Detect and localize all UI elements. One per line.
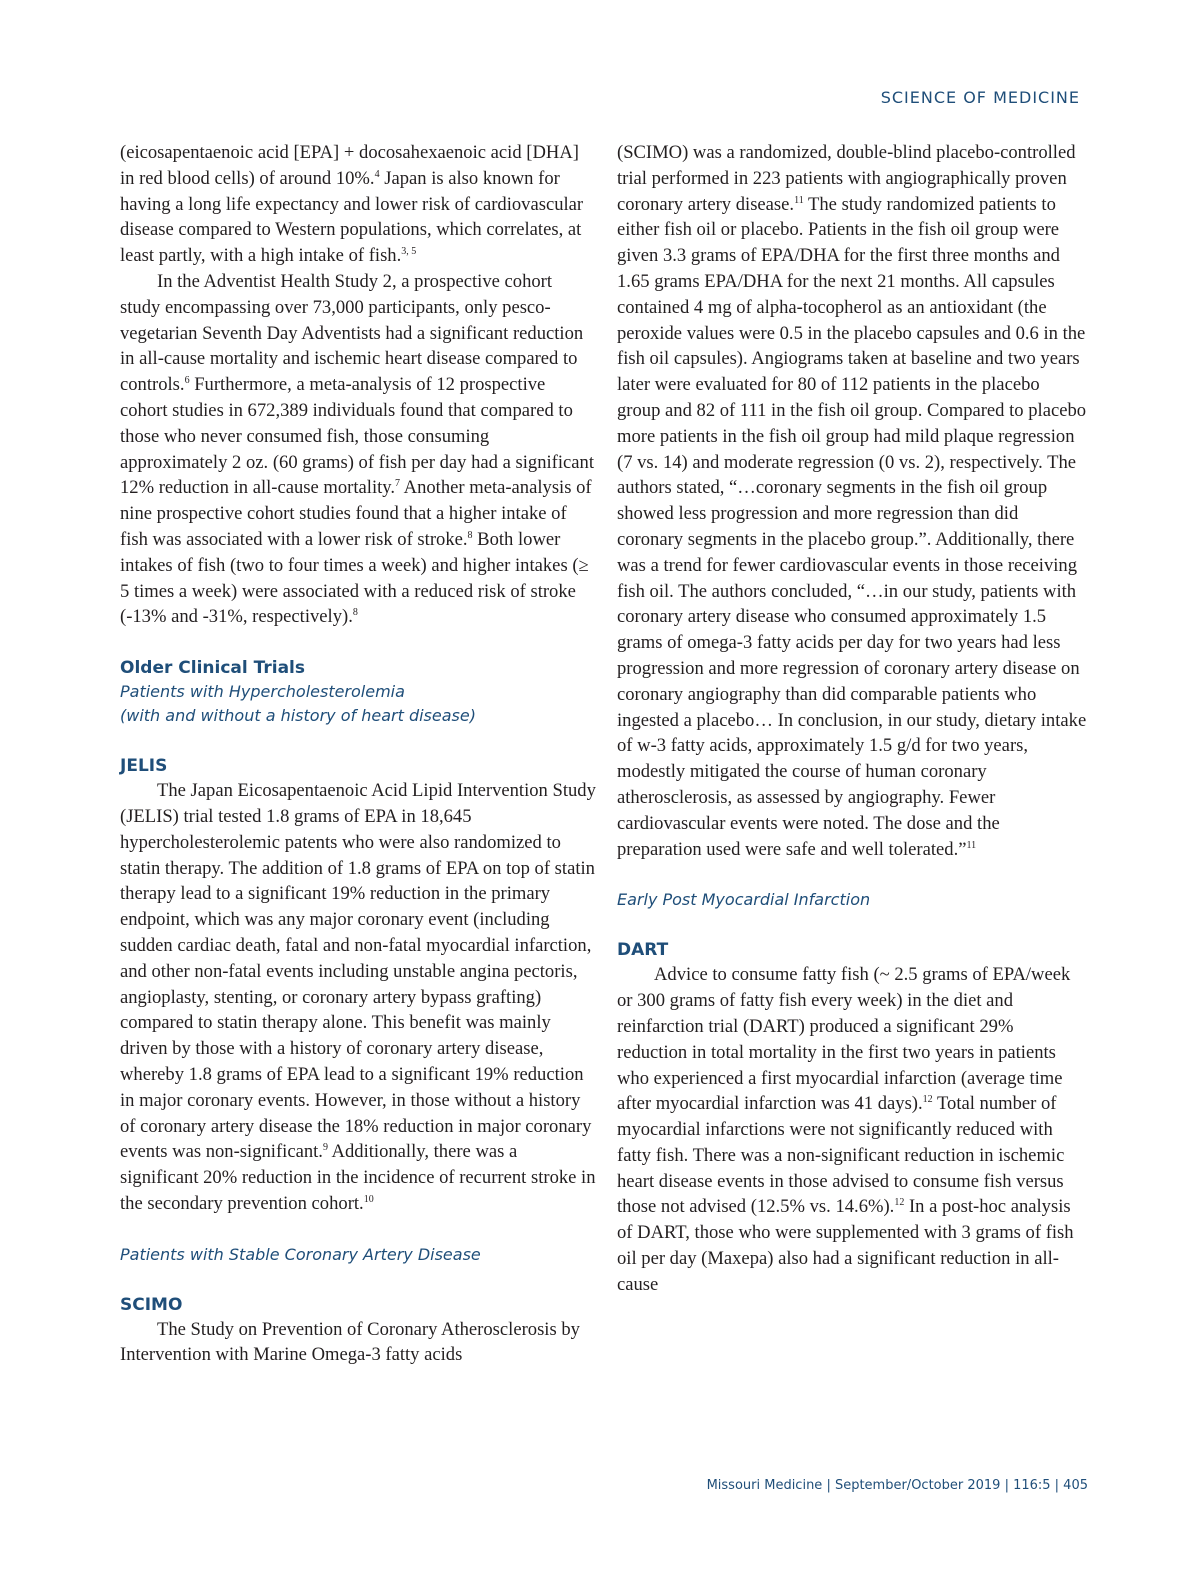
citation: 10 bbox=[363, 1193, 374, 1205]
citation: 8 bbox=[352, 607, 358, 619]
text-span: (SCIMO) was a randomized, double-blind placebo-controlled trial performed in 223 patients with angiographically proven coronary artery disease. bbox=[617, 142, 1076, 215]
citation: 12 bbox=[894, 1197, 905, 1209]
section-heading-older-trials: Older Clinical Trials bbox=[120, 658, 305, 679]
paragraph-jelis bbox=[120, 778, 596, 1217]
text-span: Total number of myocardial infarctions were not significantly reduced with fatty fish. There was a non-significant reduction in ischemic heart disease events in those advised to consume fish versus those not advised (12.5% vs. 14.6%). bbox=[617, 1093, 1065, 1218]
citation: 8 bbox=[467, 529, 473, 541]
citation: 6 bbox=[184, 374, 190, 386]
text-span: Both lower intakes of fish (two to four times a week) and higher intakes (≥ 5 times a week) were associated with a reduced risk of stroke (-13% and -31%, respectively). bbox=[120, 528, 589, 628]
citation: 9 bbox=[322, 1142, 328, 1154]
text-span: Additionally, there was a significant 20% reduction in the incidence of recurrent stroke in the secondary prevention cohort. bbox=[120, 1141, 596, 1214]
section-heading-scimo: SCIMO bbox=[120, 1294, 183, 1315]
paragraph-scimo-continued bbox=[617, 140, 1087, 862]
subheading-stable-cad: Patients with Stable Coronary Artery Disease bbox=[120, 1244, 481, 1264]
paragraph-scimo-start bbox=[120, 1317, 596, 1369]
text-span: (eicosapentaenoic acid [EPA] + docosahexaenoic acid [DHA] in red blood cells) of around 10%. bbox=[120, 142, 579, 189]
text-span: In the Adventist Health Study 2, a prospective cohort study encompassing over 73,000 participants, only pesco-vegetarian Seventh Day Adventists had a significant reduction in all-cause mortality and ischemic heart disease compared to controls. bbox=[120, 270, 584, 396]
citation: 4 bbox=[374, 168, 380, 180]
subheading-early-post-mi: Early Post Myocardial Infarction bbox=[617, 890, 871, 910]
citation: 7 bbox=[395, 478, 401, 490]
left-column bbox=[120, 140, 596, 1368]
paragraph-adventist bbox=[120, 269, 596, 630]
text-span: The Study on Prevention of Coronary Atherosclerosis by Intervention with Marine Omega-3 fatty acids bbox=[120, 1318, 580, 1366]
paragraph-dart bbox=[617, 962, 1087, 1297]
text-span: The Japan Eicosapentaenoic Acid Lipid Intervention Study (JELIS) trial tested 1.8 grams of EPA in 18,645 hypercholesterolemic patents who were also randomized to statin therapy. The addition of 1.8 grams of EPA on top of statin therapy lead to a significant 19% reduction in the primary endpoint, which was any major coronary event (including sudden cardiac death, fatal and non-fatal myocardial infarction, and other non-fatal events including unstable angina pectoris, angioplasty, stenting, or coronary artery bypass grafting) compared to statin therapy alone. This benefit was mainly driven by those with a history of coronary artery disease, whereby 1.8 grams of EPA lead to a significant 19% reduction in major coronary events. However, in those without a history of coronary artery disease the 18% reduction in major coronary events was non-significant. bbox=[120, 780, 596, 1163]
text-span: Another meta-analysis of nine prospective cohort studies found that a higher intake of fish was associated with a lower risk of stroke. bbox=[120, 477, 592, 550]
citation: 3, 5 bbox=[401, 246, 417, 257]
text-span: Furthermore, a meta-analysis of 12 prospective cohort studies in 672,389 individuals found that compared to those who never consumed fish, those consuming approximately 2 oz. (60 grams) of fish per day had a significant 12% reduction in all-cause mortality. bbox=[120, 374, 594, 499]
text-span: In a post-hoc analysis of DART, those who were supplemented with 3 grams of fish oil per day (Maxepa) also had a significant reduction in all-cause bbox=[617, 1196, 1074, 1295]
citation: 12 bbox=[922, 1094, 933, 1106]
section-heading-jelis: JELIS bbox=[120, 756, 168, 777]
right-column bbox=[617, 140, 1087, 1298]
subheading-hypercholesterolemia: Patients with Hypercholesterolemia bbox=[120, 682, 405, 702]
subheading-heart-disease-history: (with and without a history of heart disease) bbox=[120, 706, 476, 726]
page-footer: Missouri Medicine | September/October 2019 | 116:5 | 405 bbox=[706, 1478, 1088, 1493]
section-heading-dart: DART bbox=[617, 940, 669, 961]
text-span: The study randomized patients to either fish oil or placebo. Patients in the fish oil group were given 3.3 grams of EPA/DHA for the first three months and 1.65 grams EPA/DHA for the next 21 months. All capsules contained 4 mg of alpha-tocopherol as an antioxidant (the peroxide values were 0.5 in the placebo capsules and 0.6 in the fish oil capsules). Angiograms taken at baseline and two years later were evaluated for 80 of 112 patients in the placebo group and 82 of 111 in the fish oil group. Compared to placebo more patients in the fish oil group had mild plaque regression (7 vs. 14) and moderate regression (0 vs. 2), respectively. The authors stated, “…coronary segments in the fish oil group showed less progression and more regression than did coronary segments in the placebo group.”. Additionally, there was a trend for fewer cardiovascular events in those receiving fish oil. The authors concluded, “…in our study, patients with coronary artery disease who consumed approximately 1.5 grams of omega-3 fatty acids per day for two years had less progression and more regression of coronary artery disease on coronary angiography than did comparable patients who ingested a placebo… In conclusion, in our study, dietary intake of w-3 fatty acids, approximately 1.5 g/d for two years, modestly mitigated the course of human coronary atherosclerosis, as assessed by angiography. Fewer cardiovascular events were noted. The dose and the preparation used were safe and well tolerated.” bbox=[617, 193, 1087, 860]
text-span: Advice to consume fatty fish (~ 2.5 grams of EPA/week or 300 grams of fatty fish every week) in the diet and reinfarction trial (DART) produced a significant 29% reduction in total mortality in the first two years in patients who experienced a first myocardial infarction (average time after myocardial infarction was 41 days). bbox=[617, 964, 1071, 1115]
running-header: SCIENCE OF MEDICINE bbox=[880, 88, 1080, 107]
text-span: Japan is also known for having a long life expectancy and lower risk of cardiovascular disease compared to Western populations, which correlates, at least partly, with a high intake of fish. bbox=[120, 167, 584, 267]
citation: 11 bbox=[966, 839, 977, 851]
paragraph-intro-continued bbox=[120, 140, 596, 269]
citation: 11 bbox=[794, 194, 804, 206]
